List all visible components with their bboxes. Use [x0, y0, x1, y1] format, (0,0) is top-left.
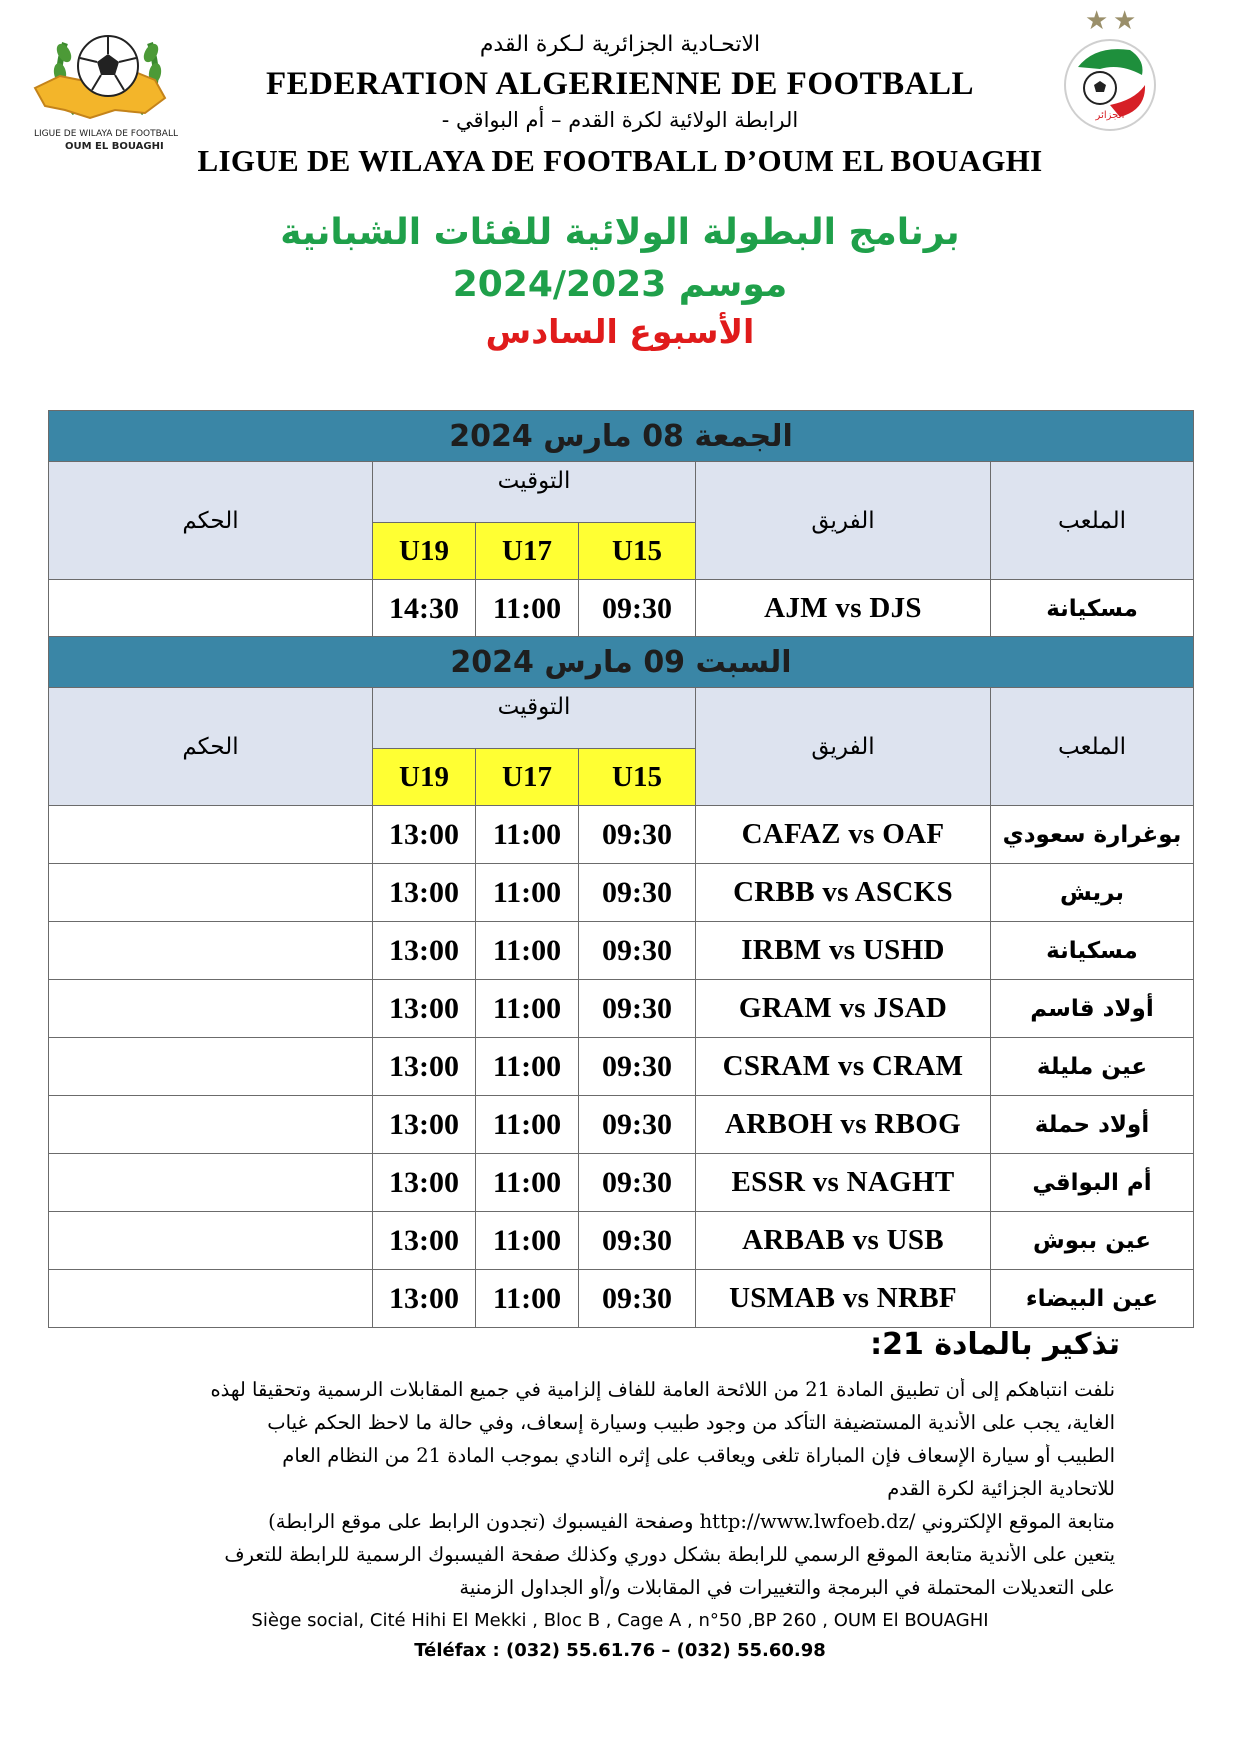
- u19-time: 13:00: [373, 1038, 476, 1096]
- reminder-line: الغاية، يجب على الأندية المستضيفة التأكد من وجود طبيب وسيارة إسعاف، وفي حالة ما لاحظ الحكم غياب: [267, 1411, 1115, 1434]
- table-row: [49, 1038, 1194, 1096]
- federation-name-fr: FEDERATION ALGERIENNE DE FOOTBALL: [265, 66, 975, 102]
- schedule-day1-table: [48, 410, 1194, 638]
- u19-time: 13:00: [373, 806, 476, 864]
- referee-cell: [49, 1212, 373, 1270]
- time-header: التوقيت: [373, 462, 696, 523]
- reminder-line: يتعين على الأندية متابعة الموقع الرسمي للرابطة بشكل دوري وكذلك صفحة الفيسبوك الرسمية للرابطة للتعرف: [224, 1543, 1115, 1566]
- u15-time: 09:30: [579, 922, 696, 980]
- table-row: [49, 922, 1194, 980]
- u15-header: U15: [579, 749, 696, 806]
- stadium-name: أولاد قاسم: [991, 980, 1194, 1038]
- table-row: [49, 806, 1194, 864]
- federation-logo-text: الجزائر: [1095, 110, 1125, 121]
- star-icon: ★: [1085, 6, 1109, 36]
- league-name-fr: LIGUE DE WILAYA DE FOOTBALL D’OUM EL BOUAGHI: [197, 143, 1043, 178]
- day2-header: السبت 09 مارس 2024: [49, 637, 1194, 688]
- program-title: برنامج البطولة الولائية للفئات الشبانية: [280, 212, 960, 253]
- match-teams: GRAM vs JSAD: [696, 980, 991, 1038]
- league-logo-text-2: OUM EL BOUAGHI: [65, 141, 164, 152]
- table-row: [49, 864, 1194, 922]
- table-row: [49, 1212, 1194, 1270]
- u17-time: 11:00: [476, 864, 579, 922]
- u17-time: 11:00: [476, 1154, 579, 1212]
- match-teams: USMAB vs NRBF: [696, 1270, 991, 1328]
- u19-time: 13:00: [373, 922, 476, 980]
- star-icon: ★: [1113, 6, 1137, 36]
- match-teams: CAFAZ vs OAF: [696, 806, 991, 864]
- u19-time: 13:00: [373, 1096, 476, 1154]
- federation-name-ar: الاتحـادية الجزائرية لـكرة القدم: [479, 32, 761, 57]
- u17-time: 11:00: [476, 806, 579, 864]
- table-row: [49, 580, 1194, 638]
- referee-header: الحكم: [49, 688, 373, 806]
- stadium-name: عين البيضاء: [991, 1270, 1194, 1328]
- season-title: موسم 2024/2023: [452, 264, 788, 305]
- u15-time: 09:30: [579, 864, 696, 922]
- u19-header: U19: [373, 749, 476, 806]
- table-row: [49, 1270, 1194, 1328]
- u15-time: 09:30: [579, 1270, 696, 1328]
- referee-cell: [49, 806, 373, 864]
- reminder-line: الطبيب أو سيارة الإسعاف فإن المباراة تلغى ويعاقب على إثره النادي بموجب المادة 21 من النظام العام: [282, 1444, 1115, 1467]
- reminder-line: متابعة الموقع الإلكتروني /http://www.lwfoeb.dz وصفحة الفيسبوك (تجدون الرابط على موقع الرابطة): [268, 1510, 1115, 1533]
- stadium-header: الملعب: [991, 462, 1194, 580]
- match-teams: ARBOH vs RBOG: [696, 1096, 991, 1154]
- referee-cell: [49, 580, 373, 638]
- u19-time: 13:00: [373, 1212, 476, 1270]
- stadium-name: أم البواقي: [991, 1154, 1194, 1212]
- match-teams: IRBM vs USHD: [696, 922, 991, 980]
- u17-time: 11:00: [476, 1270, 579, 1328]
- schedule-day2-table: [48, 636, 1194, 1328]
- u17-time: 11:00: [476, 1038, 579, 1096]
- u19-time: 14:30: [373, 580, 476, 638]
- u17-header: U17: [476, 749, 579, 806]
- league-name-ar: الرابطة الولائية لكرة القدم – أم البواقي -: [441, 108, 799, 132]
- match-teams: ESSR vs NAGHT: [696, 1154, 991, 1212]
- referee-cell: [49, 922, 373, 980]
- reminder-line: للاتحادية الجزائية لكرة القدم: [887, 1477, 1115, 1500]
- referee-cell: [49, 1096, 373, 1154]
- u15-time: 09:30: [579, 980, 696, 1038]
- match-teams: CSRAM vs CRAM: [696, 1038, 991, 1096]
- u15-time: 09:30: [579, 1038, 696, 1096]
- referee-cell: [49, 1154, 373, 1212]
- u15-time: 09:30: [579, 580, 696, 638]
- u15-time: 09:30: [579, 806, 696, 864]
- table-row: [49, 980, 1194, 1038]
- team-header: الفريق: [696, 462, 991, 580]
- stadium-name: مسكيانة: [991, 922, 1194, 980]
- u19-header: U19: [373, 523, 476, 580]
- team-header: الفريق: [696, 688, 991, 806]
- match-teams: AJM vs DJS: [696, 580, 991, 638]
- u15-time: 09:30: [579, 1212, 696, 1270]
- u17-time: 11:00: [476, 1096, 579, 1154]
- day1-header: الجمعة 08 مارس 2024: [49, 411, 1194, 462]
- table-row: [49, 1096, 1194, 1154]
- stadium-name: أولاد حملة: [991, 1096, 1194, 1154]
- referee-header: الحكم: [49, 462, 373, 580]
- u17-time: 11:00: [476, 580, 579, 638]
- stadium-name: بوغرارة سعودي: [991, 806, 1194, 864]
- reminder-title: تذكير بالمادة 21:: [870, 1327, 1120, 1362]
- u17-header: U17: [476, 523, 579, 580]
- u17-time: 11:00: [476, 980, 579, 1038]
- stadium-name: عين مليلة: [991, 1038, 1194, 1096]
- u19-time: 13:00: [373, 1154, 476, 1212]
- u19-time: 13:00: [373, 980, 476, 1038]
- footer-address: Siège social, Cité Hihi El Mekki , Bloc B , Cage A , n°50 ,BP 260 , OUM El BOUAGHI: [251, 1610, 989, 1631]
- stadium-name: بريش: [991, 864, 1194, 922]
- u17-time: 11:00: [476, 922, 579, 980]
- u15-time: 09:30: [579, 1154, 696, 1212]
- u15-header: U15: [579, 523, 696, 580]
- time-header: التوقيت: [373, 688, 696, 749]
- league-logo-text-1: LIGUE DE WILAYA DE FOOTBALL: [34, 129, 178, 139]
- referee-cell: [49, 1270, 373, 1328]
- week-title: الأسبوع السادس: [485, 312, 755, 351]
- u17-time: 11:00: [476, 1212, 579, 1270]
- u19-time: 13:00: [373, 864, 476, 922]
- stadium-name: مسكيانة: [991, 580, 1194, 638]
- footer-phone: Téléfax : (032) 55.61.76 – (032) 55.60.98: [414, 1640, 826, 1661]
- reminder-line: على التعديلات المحتملة في البرمجة والتغييرات في المقابلات و/أو الجداول الزمنية: [459, 1576, 1115, 1599]
- stadium-header: الملعب: [991, 688, 1194, 806]
- referee-cell: [49, 1038, 373, 1096]
- u19-time: 13:00: [373, 1270, 476, 1328]
- referee-cell: [49, 980, 373, 1038]
- reminder-line: نلفت انتباهكم إلى أن تطبيق المادة 21 من اللائحة العامة للفاف إلزامية في جميع المقابلات الرسمية وتحقيقا لهذه: [210, 1378, 1115, 1401]
- referee-cell: [49, 864, 373, 922]
- u15-time: 09:30: [579, 1096, 696, 1154]
- table-row: [49, 1154, 1194, 1212]
- match-teams: ARBAB vs USB: [696, 1212, 991, 1270]
- stadium-name: عين ببوش: [991, 1212, 1194, 1270]
- match-teams: CRBB vs ASCKS: [696, 864, 991, 922]
